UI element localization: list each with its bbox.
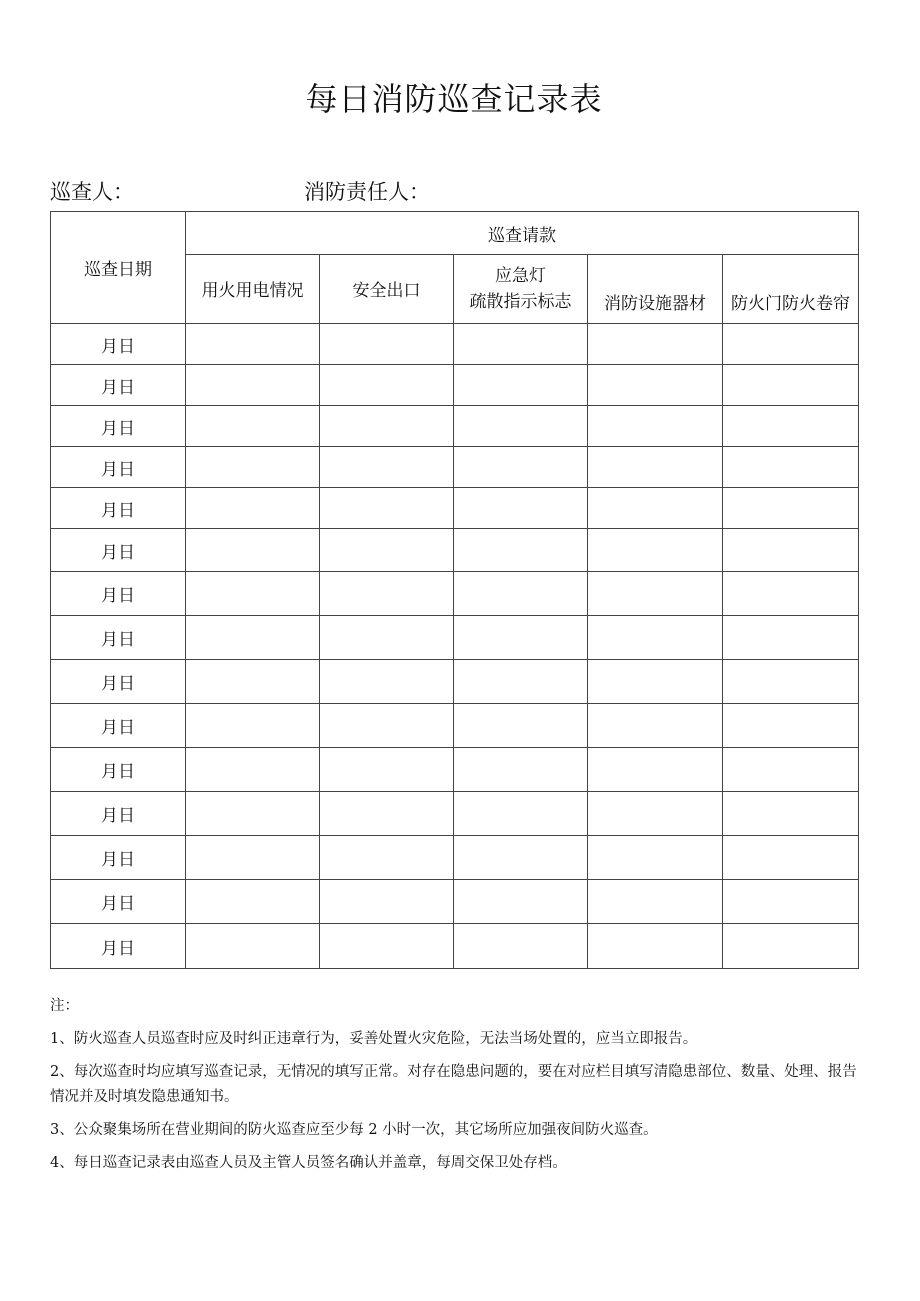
table-row <box>51 406 859 447</box>
entry-cell[interactable] <box>588 704 723 748</box>
date-cell: 月日 <box>51 616 186 660</box>
entry-cell[interactable] <box>320 529 454 572</box>
entry-cell[interactable] <box>320 616 454 660</box>
table-row <box>51 748 859 792</box>
entry-cell[interactable] <box>320 365 454 406</box>
entry-cell[interactable] <box>454 792 588 836</box>
entry-cell[interactable] <box>320 748 454 792</box>
entry-cell[interactable] <box>454 324 588 365</box>
table-row <box>51 488 859 529</box>
entry-cell[interactable] <box>454 616 588 660</box>
entry-cell[interactable] <box>588 748 723 792</box>
entry-cell[interactable] <box>588 572 723 616</box>
date-cell: 月日 <box>51 572 186 616</box>
entry-cell[interactable] <box>723 836 859 880</box>
entry-cell[interactable] <box>723 324 859 365</box>
table-row <box>51 880 859 924</box>
entry-cell[interactable] <box>454 880 588 924</box>
entry-cell[interactable] <box>723 792 859 836</box>
entry-cell[interactable] <box>454 836 588 880</box>
date-cell: 月日 <box>51 406 186 447</box>
record-table-body <box>51 324 859 969</box>
entry-cell[interactable] <box>454 660 588 704</box>
entry-cell[interactable] <box>320 924 454 969</box>
entry-cell[interactable] <box>588 924 723 969</box>
table-row <box>51 324 859 365</box>
entry-cell[interactable] <box>454 406 588 447</box>
table-row <box>51 529 859 572</box>
table-row <box>51 704 859 748</box>
responsible-person-label: 消防责任人： <box>304 180 430 204</box>
entry-cell[interactable] <box>320 792 454 836</box>
entry-cell[interactable] <box>186 365 320 406</box>
entry-cell[interactable] <box>320 324 454 365</box>
column-header-text: 安全出口 <box>352 281 421 301</box>
column-header-text: 防火门防火卷帘 <box>731 294 850 314</box>
note-item-1: 1、防火巡查人员巡查时应及时纠正违章行为，妥善处置火灾危险，无法当场处置的，应当立即报告。 <box>50 1031 698 1047</box>
entry-cell[interactable] <box>723 529 859 572</box>
table-row <box>51 447 859 488</box>
notes-section <box>50 990 858 1180</box>
entry-cell[interactable] <box>723 406 859 447</box>
entry-cell[interactable] <box>588 792 723 836</box>
table-row <box>51 365 859 406</box>
entry-cell[interactable] <box>320 704 454 748</box>
entry-cell[interactable] <box>186 748 320 792</box>
entry-cell[interactable] <box>320 836 454 880</box>
entry-cell[interactable] <box>186 792 320 836</box>
date-cell: 月日 <box>51 529 186 572</box>
date-cell: 月日 <box>51 880 186 924</box>
column-header-safety-exit <box>320 255 454 324</box>
entry-cell[interactable] <box>320 880 454 924</box>
note-item-3: 3、公众聚集场所在营业期间的防火巡查应至少每 2 小时一次，其它场所应加强夜间防火巡查。 <box>50 1122 658 1138</box>
entry-cell[interactable] <box>454 572 588 616</box>
entry-cell[interactable] <box>723 748 859 792</box>
inspector-label: 巡查人： <box>50 180 134 204</box>
entry-cell[interactable] <box>454 748 588 792</box>
entry-cell[interactable] <box>723 488 859 529</box>
column-header-text-line2: 疏散指示标志 <box>469 292 572 312</box>
entry-cell[interactable] <box>723 704 859 748</box>
date-cell: 月日 <box>51 924 186 969</box>
entry-cell[interactable] <box>588 880 723 924</box>
table-row <box>51 572 859 616</box>
date-cell: 月日 <box>51 792 186 836</box>
note-item-4: 4、每日巡查记录表由巡查人员及主管人员签名确认并盖章，每周交保卫处存档。 <box>50 1155 567 1171</box>
table-row <box>51 660 859 704</box>
entry-cell[interactable] <box>454 529 588 572</box>
patrol-record-table <box>50 211 859 969</box>
entry-cell[interactable] <box>186 529 320 572</box>
table-row <box>51 792 859 836</box>
entry-cell[interactable] <box>723 660 859 704</box>
entry-cell[interactable] <box>186 324 320 365</box>
entry-cell[interactable] <box>588 447 723 488</box>
column-header-text: 应急灯 <box>495 266 546 286</box>
date-cell: 月日 <box>51 704 186 748</box>
entry-cell[interactable] <box>723 924 859 969</box>
table-row <box>51 616 859 660</box>
inspection-items-header: 巡查请款 <box>186 212 859 255</box>
entry-cell[interactable] <box>588 406 723 447</box>
notes-heading: 注： <box>50 998 79 1014</box>
entry-cell[interactable] <box>186 924 320 969</box>
column-header-text: 用火用电情况 <box>201 281 304 301</box>
entry-cell[interactable] <box>723 880 859 924</box>
entry-cell[interactable] <box>186 836 320 880</box>
entry-cell[interactable] <box>723 572 859 616</box>
column-header-text: 消防设施器材 <box>604 294 706 314</box>
date-column-header: 巡查日期 <box>51 212 186 324</box>
entry-cell[interactable] <box>588 529 723 572</box>
entry-cell[interactable] <box>723 365 859 406</box>
table-row <box>51 924 859 969</box>
entry-cell[interactable] <box>320 660 454 704</box>
entry-cell[interactable] <box>454 447 588 488</box>
entry-cell[interactable] <box>186 660 320 704</box>
column-header-fire-equipment <box>588 255 723 324</box>
entry-cell[interactable] <box>723 447 859 488</box>
entry-cell[interactable] <box>320 572 454 616</box>
date-cell: 月日 <box>51 748 186 792</box>
entry-cell[interactable] <box>320 488 454 529</box>
entry-cell[interactable] <box>186 704 320 748</box>
page-title: 每日消防巡查记录表 <box>305 80 603 118</box>
entry-cell[interactable] <box>723 616 859 660</box>
entry-cell[interactable] <box>588 836 723 880</box>
entry-cell[interactable] <box>588 616 723 660</box>
entry-cell[interactable] <box>588 660 723 704</box>
table-row <box>51 836 859 880</box>
entry-cell[interactable] <box>588 488 723 529</box>
entry-cell[interactable] <box>186 572 320 616</box>
note-item-2: 2、每次巡查时均应填写巡查记录，无情况的填写正常。对存在隐患问题的，要在对应栏目填写清隐患部位、数量、处理、报告情况并及时填发隐患通知书。 <box>50 1064 857 1105</box>
column-header-fire-door <box>723 255 859 324</box>
entry-cell[interactable] <box>320 406 454 447</box>
date-cell: 月日 <box>51 660 186 704</box>
date-cell: 月日 <box>51 488 186 529</box>
entry-cell[interactable] <box>186 488 320 529</box>
column-header-fire-electricity <box>186 255 320 324</box>
date-cell: 月日 <box>51 836 186 880</box>
date-cell: 月日 <box>51 324 186 365</box>
date-cell: 月日 <box>51 447 186 488</box>
entry-cell[interactable] <box>454 704 588 748</box>
entry-cell[interactable] <box>320 447 454 488</box>
entry-cell[interactable] <box>454 365 588 406</box>
entry-cell[interactable] <box>454 488 588 529</box>
entry-cell[interactable] <box>588 365 723 406</box>
entry-cell[interactable] <box>186 616 320 660</box>
entry-cell[interactable] <box>186 880 320 924</box>
date-cell: 月日 <box>51 365 186 406</box>
entry-cell[interactable] <box>454 924 588 969</box>
entry-cell[interactable] <box>186 447 320 488</box>
column-header-emergency-light <box>454 255 588 324</box>
entry-cell[interactable] <box>186 406 320 447</box>
entry-cell[interactable] <box>588 324 723 365</box>
